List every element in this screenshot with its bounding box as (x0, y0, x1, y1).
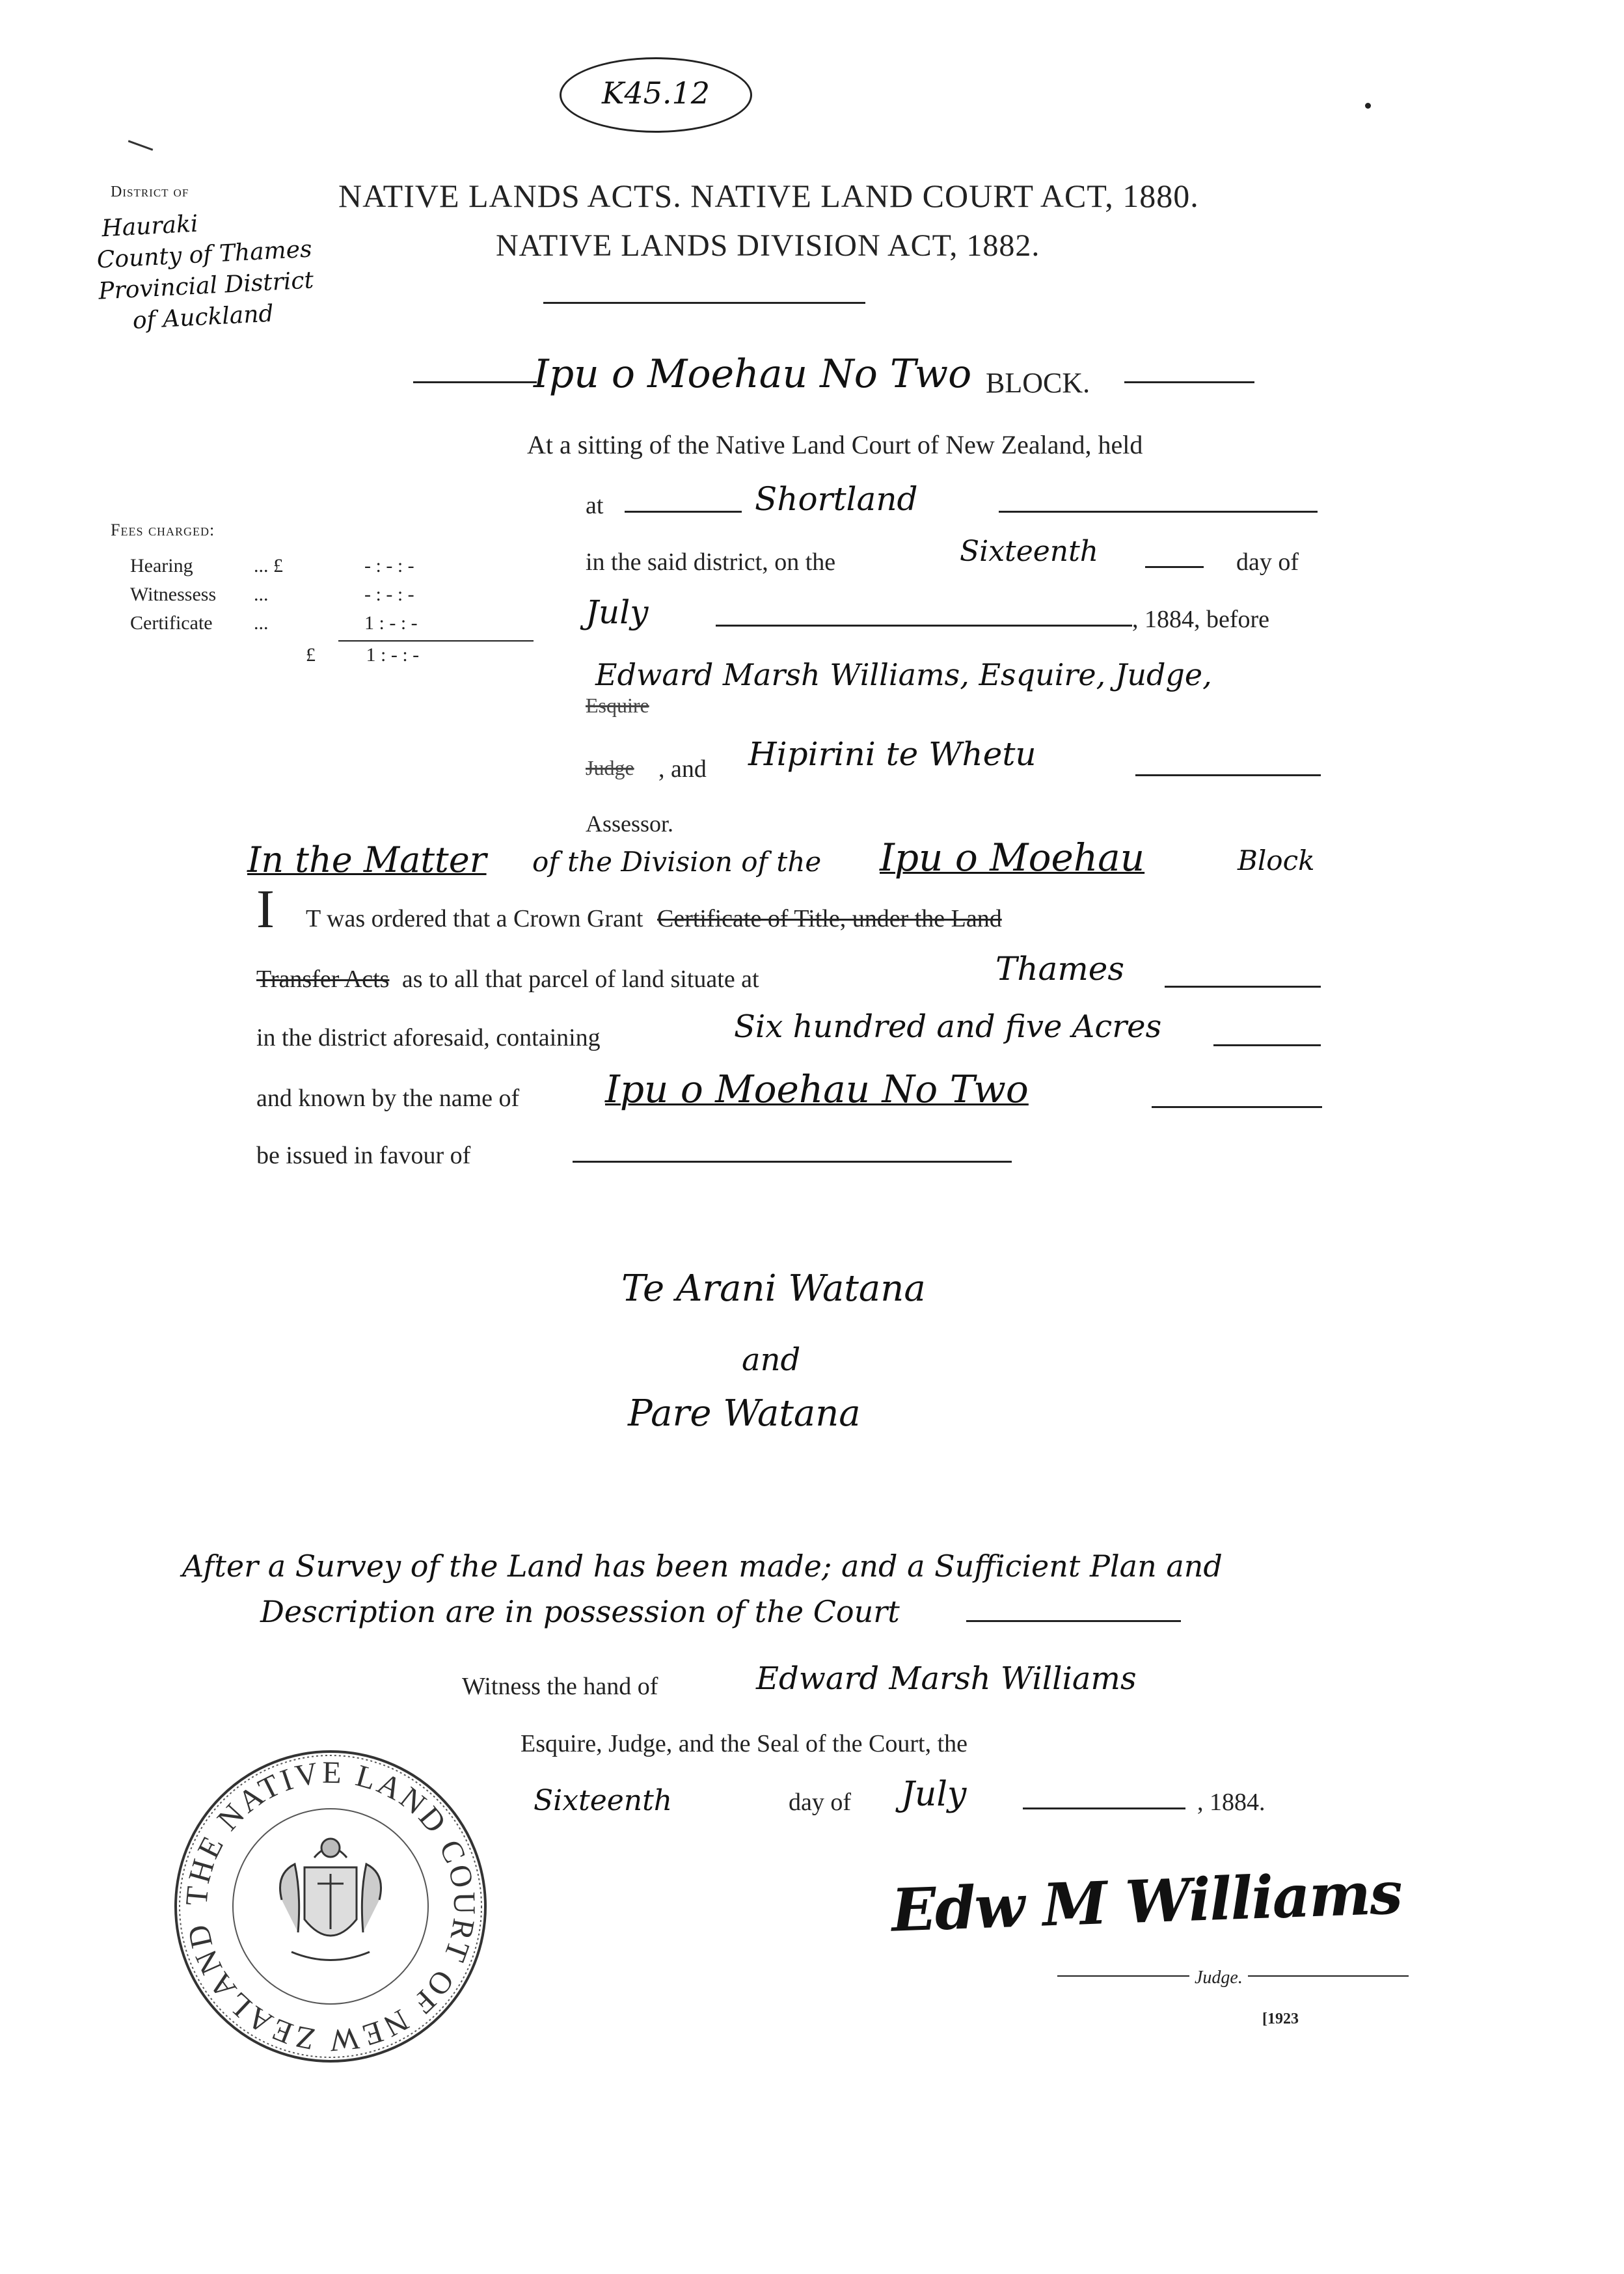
signature-title: Judge. (1189, 1968, 1248, 1988)
matter-block-name: Ipu o Moehau (880, 835, 1145, 880)
fee-label: Witnessess (130, 584, 217, 605)
sitting-month: July (586, 593, 649, 631)
ink-mark (128, 140, 154, 150)
fees-heading: Fees charged: (111, 521, 215, 539)
fees-total-rule (338, 640, 534, 642)
esquire-struck: Esquire (586, 694, 649, 717)
reference-number: K45.12 (560, 57, 752, 133)
assessor-label: Assessor. (586, 811, 674, 837)
sitting-place: Shortland (755, 480, 918, 518)
witness-month-rule (1023, 1807, 1185, 1809)
witness-month: July (901, 1775, 967, 1814)
fee-label: Certificate (130, 612, 213, 634)
witness-name: Edward Marsh Williams (756, 1660, 1137, 1697)
place-rule-left (625, 511, 742, 513)
order-line-2 (256, 965, 759, 994)
containing-label: in the district aforesaid, containing (256, 1024, 601, 1051)
order-struck-2: Transfer Acts (256, 966, 390, 993)
block-rule-left (413, 381, 537, 383)
witness-day: Sixteenth (534, 1784, 673, 1817)
month-rule (716, 625, 1132, 627)
fee-value: - : - : - (364, 555, 414, 576)
situate-rule (1165, 986, 1321, 988)
favour-label: be issued in favour of (256, 1142, 471, 1169)
assessor-rule (1135, 774, 1321, 776)
grantees-and: and (742, 1342, 801, 1378)
district-line-1: Hauraki (101, 210, 199, 243)
area-value: Six hundred and five Acres (734, 1008, 1162, 1045)
grantee-1: Te Arani Watana (621, 1267, 926, 1310)
block-name: Ipu o Moehau No Two (534, 351, 972, 397)
header-divider (543, 302, 865, 304)
fees-total-label: £ (306, 644, 316, 666)
place-rule-right (999, 511, 1318, 513)
header-division-act: NATIVE LANDS DIVISION ACT, 1882. (496, 228, 1040, 263)
block-rule-right (1124, 381, 1254, 383)
fee-value: - : - : - (364, 584, 414, 605)
fee-leader: ... (254, 612, 269, 634)
day-of-label: day of (1236, 548, 1299, 576)
known-label: and known by the name of (256, 1085, 520, 1112)
district-line-3: Provincial District (98, 267, 314, 305)
matter-text-post: Block (1238, 845, 1315, 876)
fees-total (306, 644, 419, 666)
judge-signature: Edw M Williams (890, 1858, 1403, 1945)
fee-label: Hearing (130, 555, 193, 576)
order-struck-1: Certificate of Title, under the Land (656, 905, 1002, 932)
situate-place: Thames (995, 950, 1125, 988)
matter-heading: In the Matter (247, 839, 487, 880)
witness-year: , 1884. (1197, 1789, 1265, 1816)
district-day-label: in the said district, on the (586, 548, 836, 576)
parcel-label: as to all that parcel of land situate at (401, 966, 759, 993)
condition-line-2: Description are in possession of the Court (260, 1594, 900, 1629)
ink-dot (1365, 103, 1371, 109)
condition-rule (966, 1620, 1181, 1622)
fee-row-witnesses (130, 580, 418, 609)
condition-line-1: After a Survey of the Land has been made; and a Sufficient Plan and (182, 1549, 1223, 1584)
fees-total-value: 1 : - : - (366, 644, 420, 666)
district-handwritten (94, 202, 316, 338)
judge-name: Edward Marsh Williams, Esquire, Judge, (595, 657, 1212, 692)
sitting-day: Sixteenth (960, 535, 1099, 568)
district-line-4: of Auckland (131, 300, 275, 334)
at-label: at (586, 492, 604, 519)
fees-table (130, 552, 418, 638)
sitting-intro: At a sitting of the Native Land Court of New Zealand, held (527, 430, 1143, 459)
year-before-label: , 1884, before (1132, 606, 1270, 633)
block-suffix: BLOCK. (986, 367, 1090, 399)
known-rule (1152, 1106, 1322, 1108)
coat-of-arms-icon (280, 1839, 381, 1960)
header-acts: NATIVE LANDS ACTS. NATIVE LAND COURT ACT, 1880. (338, 178, 1199, 214)
witness-label: Witness the hand of (462, 1673, 658, 1700)
grantee-2: Pare Watana (628, 1392, 861, 1435)
known-name: Ipu o Moehau No Two (605, 1067, 1029, 1111)
day-rule (1145, 566, 1204, 568)
matter-text-pre: of the Division of the (532, 846, 822, 878)
witness-esquire-line: Esquire, Judge, and the Seal of the Court, the (521, 1730, 968, 1757)
assessor-name: Hipirini te Whetu (748, 735, 1036, 773)
form-number: [1923 (1262, 2010, 1299, 2027)
and-label: , and (658, 755, 707, 783)
fee-row-certificate (130, 609, 418, 638)
favour-rule (573, 1161, 1012, 1163)
judge-struck: Judge (586, 756, 634, 779)
fee-value: 1 : - : - (364, 612, 418, 634)
district-line-2: County of Thames (96, 236, 313, 274)
fee-row-hearing (130, 552, 418, 580)
fee-leader: ... £ (254, 555, 283, 576)
fee-leader: ... (254, 584, 269, 605)
witness-day-of-label: day of (789, 1789, 852, 1816)
area-rule (1213, 1044, 1321, 1046)
district-label: District of (111, 183, 189, 200)
order-text (306, 904, 1002, 933)
seal-text: THE NATIVE LAND COURT OF NEW ZEALAND (179, 1755, 482, 2059)
order-drop-cap: I (256, 879, 275, 940)
court-seal (168, 1744, 493, 2069)
order-text-main: T was ordered that a Crown Grant (306, 905, 643, 932)
